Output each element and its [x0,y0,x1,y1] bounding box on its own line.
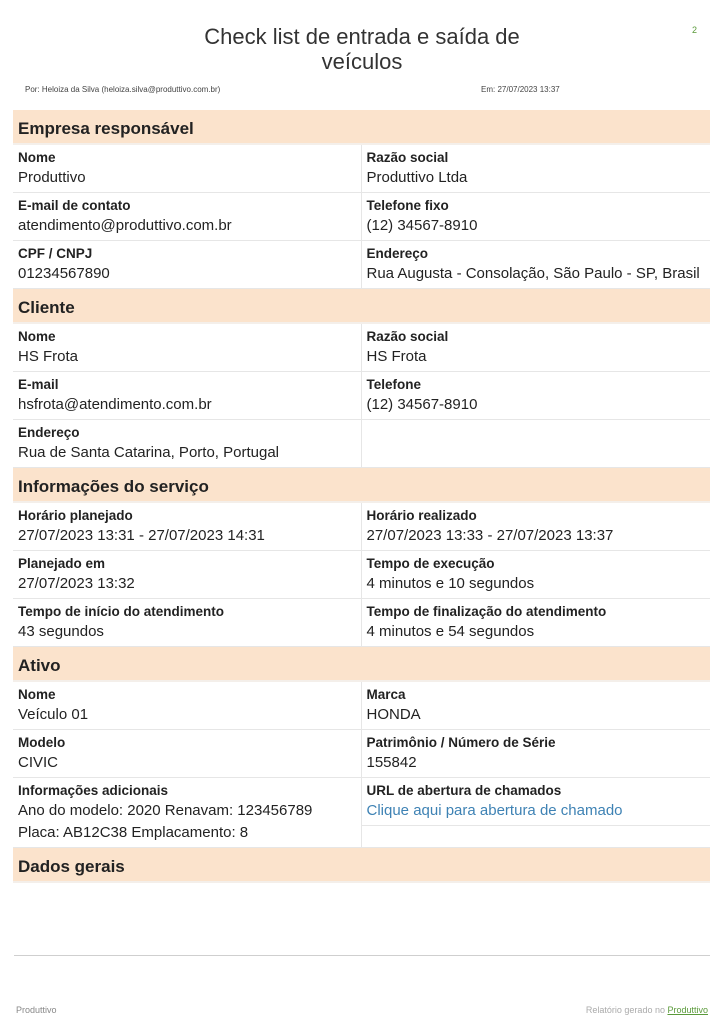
field-value: 01234567890 [18,265,110,282]
title-line-2: veículos [321,49,403,74]
field-label: Nome [18,687,56,702]
field-value: 43 segundos [18,623,104,640]
generated-date: Em: 27/07/2023 13:37 [481,85,560,94]
table-row [13,503,710,551]
field-value: 27/07/2023 13:32 [18,575,135,592]
field-value: (12) 34567-8910 [366,396,478,413]
field-label: Tempo de execução [366,556,495,571]
field-label: Nome [18,329,56,344]
field-cliente-telefone [362,372,711,419]
footer-produttivo-link[interactable]: Produttivo [667,1005,708,1015]
section-ativo-header: Ativo [13,647,710,682]
empty-cell [362,420,711,467]
field-value: 155842 [366,754,417,771]
field-horario-realizado [362,503,711,550]
field-cliente-razao [362,324,711,371]
field-empresa-nome [13,145,362,192]
table-row [13,778,710,848]
divider [14,955,710,956]
field-label: Tempo de finalização do atendimento [366,604,607,619]
field-label: E-mail de contato [18,198,131,213]
field-ativo-modelo [13,730,362,777]
table-row [13,241,710,289]
field-cliente-email [13,372,362,419]
field-value: hsfrota@atendimento.com.br [18,396,212,413]
section-empresa-header: Empresa responsável [13,110,710,145]
document-title [0,24,724,74]
field-empresa-telefone [362,193,711,240]
field-label: Modelo [18,735,66,750]
title-line-1: Check list de entrada e saída de [204,24,520,49]
footer-generated-text: Relatório gerado no [585,1005,668,1015]
field-value: HS Frota [366,348,427,365]
field-value: Ano do modelo: 2020 Renavam: 123456789 [18,802,313,819]
field-value: HONDA [366,706,421,723]
field-label: Tempo de início do atendimento [18,604,225,619]
field-ativo-patrimonio [362,730,711,777]
field-value: atendimento@produttivo.com.br [18,217,232,234]
table-row [13,599,710,647]
field-label: CPF / CNPJ [18,246,93,261]
table-row [13,145,710,193]
field-ativo-url [362,778,711,847]
table-row [13,682,710,730]
field-label: E-mail [18,377,59,392]
field-ativo-info [13,778,362,847]
field-label: Razão social [366,329,449,344]
field-empresa-cpf [13,241,362,288]
field-tempo-finalizacao [362,599,711,646]
field-cliente-nome [13,324,362,371]
field-label: Endereço [366,246,429,261]
field-value: Rua Augusta - Consolação, São Paulo - SP, Brasil [366,265,700,282]
field-label: Telefone fixo [366,198,449,213]
field-tempo-execucao [362,551,711,598]
table-row [13,730,710,778]
field-value: 27/07/2023 13:31 - 27/07/2023 14:31 [18,527,265,544]
table-row [13,193,710,241]
field-horario-planejado [13,503,362,550]
section-dados-gerais-header: Dados gerais [13,848,710,883]
footer-generated [586,1005,708,1015]
author-info: Por: Heloiza da Silva (heloiza.silva@produttivo.com.br) [25,85,221,94]
field-label: Planejado em [18,556,106,571]
table-row [13,372,710,420]
field-value: (12) 34567-8910 [366,217,478,234]
field-cliente-endereco [13,420,362,467]
field-tempo-inicio [13,599,362,646]
table-row [13,551,710,599]
field-value: 4 minutos e 10 segundos [366,575,535,592]
field-empresa-razao [362,145,711,192]
page-number: 2 [692,25,698,35]
field-label: Patrimônio / Número de Série [366,735,556,750]
field-label: Telefone [366,377,422,392]
field-value: CIVIC [18,754,59,771]
field-label: Horário realizado [366,508,477,523]
field-value: Placa: AB12C38 Emplacamento: 8 [18,824,249,841]
field-label: Horário planejado [18,508,133,523]
field-label: Nome [18,150,56,165]
field-planejado-em [13,551,362,598]
footer-brand: Produttivo [16,1005,57,1015]
field-empresa-endereco [362,241,711,288]
table-row [13,324,710,372]
table-row [13,420,710,468]
field-value: Veículo 01 [18,706,89,723]
field-value: Produttivo [18,169,86,186]
field-value: Rua de Santa Catarina, Porto, Portugal [18,444,279,461]
section-cliente-header: Cliente [13,289,710,324]
report-content [13,110,710,883]
section-servico-header: Informações do serviço [13,468,710,503]
field-label: Informações adicionais [18,783,169,798]
field-label: Marca [366,687,406,702]
field-value: Produttivo Ltda [366,169,468,186]
field-value: 27/07/2023 13:33 - 27/07/2023 13:37 [366,527,614,544]
field-value: 4 minutos e 54 segundos [366,623,535,640]
field-ativo-marca [362,682,711,729]
field-label: URL de abertura de chamados [366,783,562,798]
field-empresa-email [13,193,362,240]
field-label: Endereço [18,425,80,440]
field-label: Razão social [366,150,449,165]
open-ticket-link[interactable]: Clique aqui para abertura de chamado [366,802,623,819]
field-value: HS Frota [18,348,79,365]
field-ativo-nome [13,682,362,729]
